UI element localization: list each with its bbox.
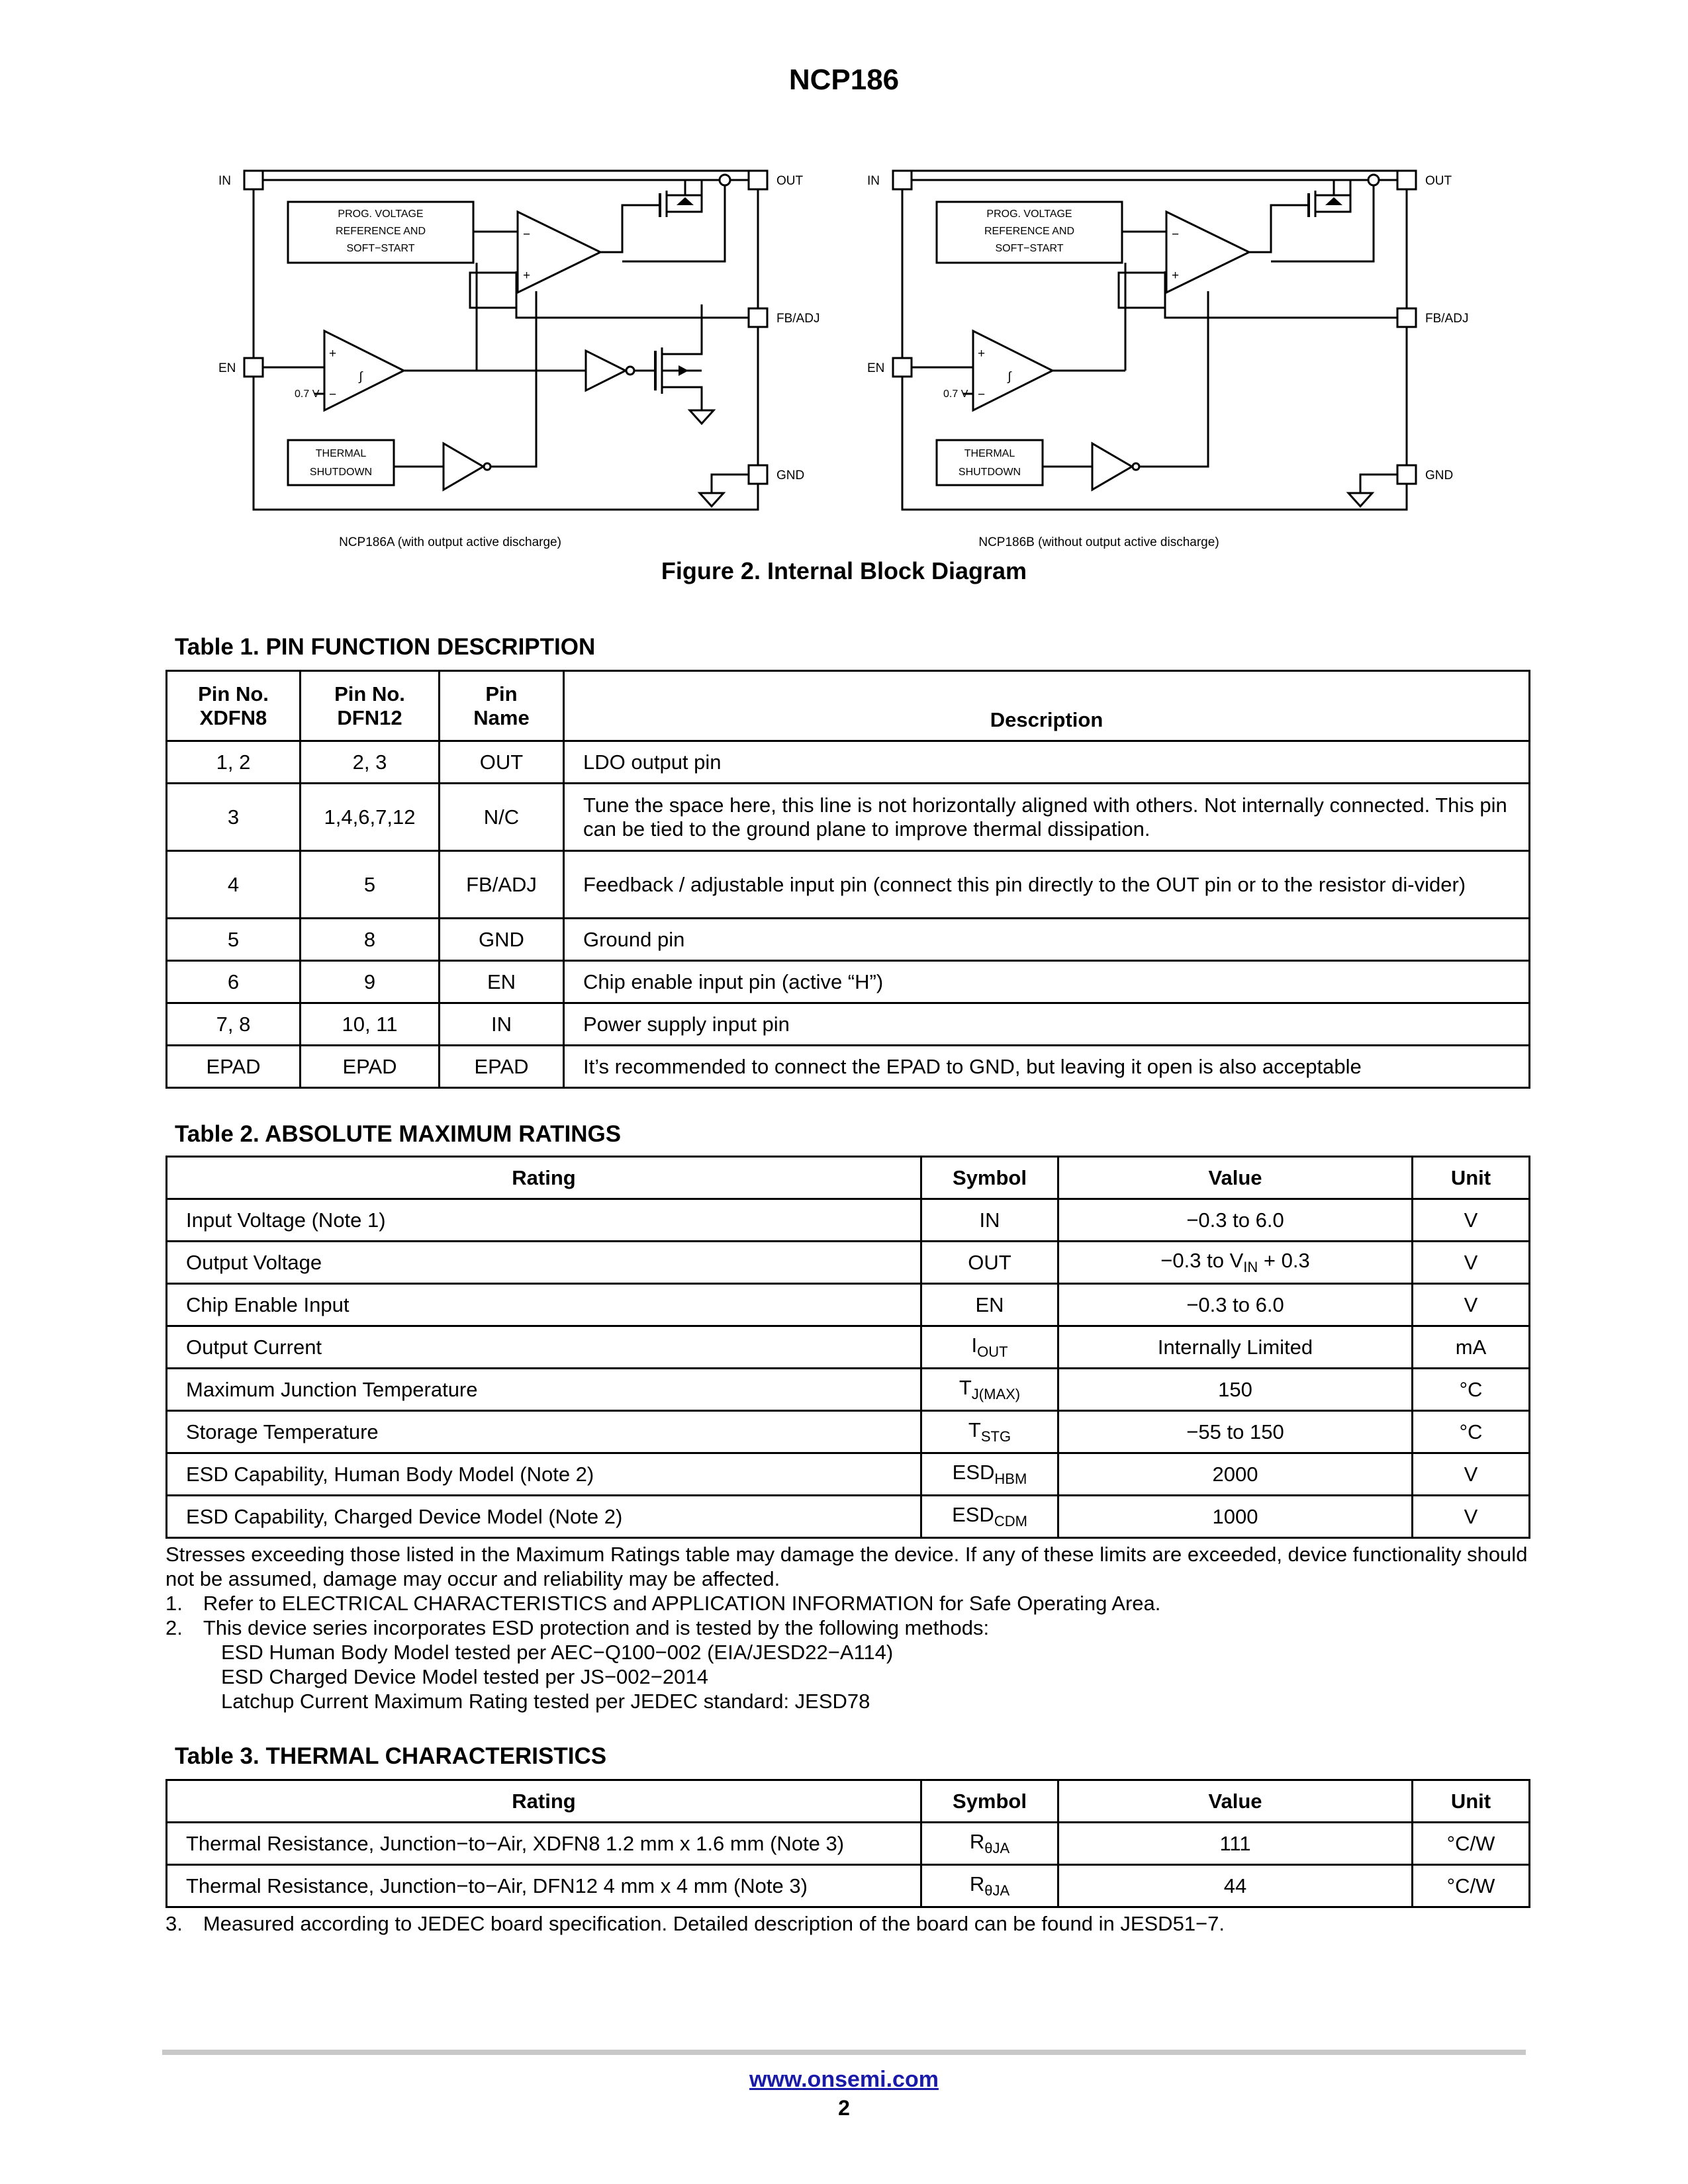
ground-wire [1360, 475, 1397, 493]
pin-en-label: EN [218, 361, 236, 375]
amp-plus-sign: + [1172, 269, 1180, 283]
table2-cell: V [1413, 1199, 1530, 1242]
thermal-shutdown-block [937, 440, 1043, 485]
comp-plus-sign: + [329, 347, 337, 361]
thermal-buffer [444, 443, 483, 490]
table1-cell: 9 [301, 961, 440, 1003]
block-diagram-ncp186b [867, 171, 1468, 549]
table3-cell: Thermal Resistance, Junction−to−Air, DFN12 4 mm x 4 mm (Note 3) [167, 1865, 921, 1907]
feedback-wire [516, 271, 749, 318]
amp-plus-sign: + [523, 269, 531, 283]
out-sense-wire [1271, 185, 1374, 261]
pin-gnd-square [1397, 465, 1416, 484]
pin-in-label: IN [218, 174, 231, 188]
thermal-inverter-bubble [1133, 463, 1139, 470]
block-diagram-ncp186a [218, 171, 820, 549]
diagram-caption: NCP186B (without output active discharge) [978, 535, 1219, 549]
pin-in-label: IN [867, 174, 880, 188]
table2-cell: $ESD_{CDM}$ [921, 1496, 1058, 1538]
table2-cell: IN [921, 1199, 1058, 1242]
internal-block-diagram [199, 132, 1496, 556]
table1-cell: FB/ADJ [440, 851, 564, 919]
note-paragraph: Stresses exceeding those listed in the Maximum Ratings table may damage the device. If any of these limits are exceeded, device functionality should not be assumed, damage may occur and reliability may be affected. [165, 1543, 1528, 1590]
figure-caption: Figure 2. Internal Block Diagram [661, 557, 1027, 584]
table1-cell: Chip enable input pin (active “H”) [564, 961, 1530, 1003]
thermal-inverter-bubble [484, 463, 491, 470]
discharge-transistor [662, 387, 702, 410]
pin-out-label: OUT [776, 174, 804, 188]
thermal-shutdown-label: SHUTDOWN [958, 467, 1021, 478]
hysteresis-symbol: ∫ [359, 370, 363, 384]
table2-row [167, 1496, 1530, 1538]
table2-row [167, 1326, 1530, 1369]
table1-cell: 3 [167, 784, 301, 851]
table1-row [167, 851, 1530, 919]
amp-minus-sign: − [523, 228, 531, 242]
voltage-reference-label: PROG. VOLTAGE [986, 208, 1072, 220]
thermal-shutdown-label: THERMAL [964, 448, 1015, 459]
table1-title: Table 1. PIN FUNCTION DESCRIPTION [175, 634, 596, 660]
reference-0.7v-label: 0.7 V [295, 388, 320, 400]
table2-cell: ESD Capability, Charged Device Model (Note 2) [167, 1496, 921, 1538]
table3-cell: 111 [1058, 1823, 1413, 1865]
table1-cell: OUT [440, 741, 564, 784]
pin-out-square [1397, 171, 1416, 189]
table1-cell: EN [440, 961, 564, 1003]
table2-cell: Output Voltage [167, 1242, 921, 1284]
table2-cell: EN [921, 1284, 1058, 1326]
pass-transistor-arrow [1325, 197, 1342, 205]
table2-cell: −0.3 to 6.0 [1058, 1284, 1413, 1326]
discharge-transistor [662, 318, 702, 354]
table1-cell: 4 [167, 851, 301, 919]
table3-cell: 44 [1058, 1865, 1413, 1907]
table3-title: Table 3. THERMAL CHARACTERISTICS [175, 1743, 607, 1769]
pin-in-square [893, 171, 912, 189]
table2-header: Symbol [921, 1157, 1058, 1199]
pin-fbadj-square [1397, 308, 1416, 327]
table1-cell: 2, 3 [301, 741, 440, 784]
table1-header: Pin No. XDFN8 [167, 671, 301, 741]
table2-cell: ESD Capability, Human Body Model (Note 2) [167, 1453, 921, 1496]
thermal-characteristics-table [165, 1779, 1530, 1908]
table2-header: Unit [1413, 1157, 1530, 1199]
note-1: 1. Refer to ELECTRICAL CHARACTERISTICS and APPLICATION INFORMATION for Safe Operating Area. [165, 1592, 1161, 1615]
table1-cell: Tune the space here, this line is not horizontally aligned with others. Not internally connected. This pin can be tied to the ground plane to improve thermal dissipation. [564, 784, 1530, 851]
diagram-caption: NCP186A (with output active discharge) [339, 535, 561, 549]
table1-cell: IN [440, 1003, 564, 1046]
table3-row [167, 1865, 1530, 1907]
gate-drive-wire [600, 205, 659, 252]
table2-cell: Storage Temperature [167, 1411, 921, 1453]
table2-cell: $I_{OUT}$ [921, 1326, 1058, 1369]
table2-cell: 150 [1058, 1369, 1413, 1411]
hysteresis-symbol: ∫ [1008, 370, 1011, 384]
pin-en-label: EN [867, 361, 885, 375]
table1-cell: 8 [301, 919, 440, 961]
table1-cell: 7, 8 [167, 1003, 301, 1046]
voltage-reference-label: SOFT−START [995, 243, 1064, 254]
thermal-shutdown-label: SHUTDOWN [309, 467, 373, 478]
pin-out-label: OUT [1425, 174, 1452, 188]
feedback-wire [1165, 271, 1397, 318]
pin-en-square [244, 358, 263, 377]
voltage-reference-label: REFERENCE AND [984, 226, 1075, 237]
amp-minus-sign: − [1172, 228, 1180, 242]
table2-cell: Output Current [167, 1326, 921, 1369]
footer-divider [162, 2050, 1526, 2055]
pin-gnd-label: GND [776, 469, 805, 482]
discharge-ground-symbol [690, 410, 714, 424]
table3-header: Rating [167, 1780, 921, 1823]
discharge-inverter [586, 351, 626, 390]
table2-cell: °C [1413, 1411, 1530, 1453]
table2-cell: Maximum Junction Temperature [167, 1369, 921, 1411]
table2-cell: $ESD_{HBM}$ [921, 1453, 1058, 1496]
table1-cell: 1,4,6,7,12 [301, 784, 440, 851]
table2-header: Rating [167, 1157, 921, 1199]
table2-cell: V [1413, 1284, 1530, 1326]
table1-cell: Feedback / adjustable input pin (connect this pin directly to the OUT pin or to the resistor di-vider) [564, 851, 1530, 919]
note-3: 3. Measured according to JEDEC board specification. Detailed description of the board can be found in JESD51−7. [165, 1912, 1225, 1935]
pin-fbadj-label: FB/ADJ [1425, 312, 1469, 326]
table2-cell: −0.3 to 6.0 [1058, 1199, 1413, 1242]
note-2: 2. This device series incorporates ESD protection and is tested by the following methods: [165, 1616, 990, 1639]
gate-drive-wire [1249, 205, 1307, 252]
table1-cell: 5 [301, 851, 440, 919]
table1-row [167, 1046, 1530, 1088]
table2-cell: Chip Enable Input [167, 1284, 921, 1326]
table2-cell: Input Voltage (Note 1) [167, 1199, 921, 1242]
table2-cell: V [1413, 1453, 1530, 1496]
comp-minus-sign: − [329, 388, 337, 402]
table2-notes [165, 1542, 1530, 1713]
ground-symbol [1348, 493, 1372, 506]
ground-symbol [700, 493, 724, 506]
table1-cell: EPAD [440, 1046, 564, 1088]
pin-gnd-label: GND [1425, 469, 1454, 482]
thermal-shutdown-block [288, 440, 394, 485]
note-2-item: Latchup Current Maximum Rating tested per JEDEC standard: JESD78 [221, 1690, 870, 1713]
table1-cell: 5 [167, 919, 301, 961]
discharge-transistor-arrow [679, 365, 688, 376]
table1-row [167, 741, 1530, 784]
table1-cell: 10, 11 [301, 1003, 440, 1046]
pin-fbadj-label: FB/ADJ [776, 312, 820, 326]
table1-cell: EPAD [301, 1046, 440, 1088]
table3-cell: $R_{\theta JA}$ [921, 1865, 1058, 1907]
table3-header: Symbol [921, 1780, 1058, 1823]
reference-0.7v-label: 0.7 V [943, 388, 968, 400]
voltage-reference-label: PROG. VOLTAGE [338, 208, 424, 220]
table3-cell: Thermal Resistance, Junction−to−Air, XDFN8 1.2 mm x 1.6 mm (Note 3) [167, 1823, 921, 1865]
out-node [1368, 175, 1379, 185]
table2-cell: −55 to 150 [1058, 1411, 1413, 1453]
pin-out-square [749, 171, 767, 189]
footer-url-link[interactable]: www.onsemi.com [749, 2067, 939, 2092]
discharge-inverter-bubble [626, 367, 634, 375]
table2-cell: −0.3 to $V_{IN} + 0.3$ [1058, 1242, 1413, 1284]
table2-cell: 1000 [1058, 1496, 1413, 1538]
absolute-max-ratings-table [165, 1156, 1530, 1539]
table2-row [167, 1453, 1530, 1496]
table2-cell: $T_{STG}$ [921, 1411, 1058, 1453]
out-sense-wire [622, 185, 725, 261]
pin-gnd-square [749, 465, 767, 484]
thermal-shutdown-label: THERMAL [315, 448, 367, 459]
table1-cell: GND [440, 919, 564, 961]
comp-plus-sign: + [978, 347, 986, 361]
table1-cell: Ground pin [564, 919, 1530, 961]
table3-cell: °C/W [1413, 1865, 1530, 1907]
table3-cell: $R_{\theta JA}$ [921, 1823, 1058, 1865]
table1-row [167, 919, 1530, 961]
table2-cell: $T_{J(MAX)}$ [921, 1369, 1058, 1411]
table2-header: Value [1058, 1157, 1413, 1199]
table1-cell: LDO output pin [564, 741, 1530, 784]
table2-cell: °C [1413, 1369, 1530, 1411]
table1-cell: EPAD [167, 1046, 301, 1088]
table1-cell: It’s recommended to connect the EPAD to GND, but leaving it open is also acceptable [564, 1046, 1530, 1088]
table2-row [167, 1369, 1530, 1411]
table1-row [167, 961, 1530, 1003]
table1-row [167, 1003, 1530, 1046]
table2-cell: mA [1413, 1326, 1530, 1369]
voltage-reference-label: SOFT−START [346, 243, 415, 254]
table2-cell: V [1413, 1496, 1530, 1538]
table1-header: Pin Name [440, 671, 564, 741]
table2-row [167, 1242, 1530, 1284]
table2-cell: Internally Limited [1058, 1326, 1413, 1369]
table1-header: Pin No. DFN12 [301, 671, 440, 741]
pin-function-table [165, 670, 1530, 1089]
table3-row [167, 1823, 1530, 1865]
comp-minus-sign: − [978, 388, 986, 402]
table1-cell: 1, 2 [167, 741, 301, 784]
table1-cell: 6 [167, 961, 301, 1003]
table2-title: Table 2. ABSOLUTE MAXIMUM RATINGS [175, 1121, 622, 1147]
out-node [720, 175, 730, 185]
ground-wire [712, 475, 749, 493]
pass-transistor-arrow [677, 197, 694, 205]
thermal-buffer [1092, 443, 1132, 490]
table2-row [167, 1284, 1530, 1326]
voltage-reference-label: REFERENCE AND [335, 226, 426, 237]
table1-row [167, 784, 1530, 851]
table2-cell: V [1413, 1242, 1530, 1284]
table2-row [167, 1411, 1530, 1453]
table2-row [167, 1199, 1530, 1242]
page-title: NCP186 [788, 64, 900, 96]
table3-cell: °C/W [1413, 1823, 1530, 1865]
note-2-item: ESD Charged Device Model tested per JS−002−2014 [221, 1665, 708, 1688]
pin-in-square [244, 171, 263, 189]
table3-header: Value [1058, 1780, 1413, 1823]
pin-en-square [893, 358, 912, 377]
pin-fbadj-square [749, 308, 767, 327]
table3-header: Unit [1413, 1780, 1530, 1823]
table2-cell: OUT [921, 1242, 1058, 1284]
note-2-item: ESD Human Body Model tested per AEC−Q100−002 (EIA/JESD22−A114) [221, 1641, 894, 1664]
page-number: 2 [838, 2096, 850, 2120]
table2-cell: 2000 [1058, 1453, 1413, 1496]
table1-cell: N/C [440, 784, 564, 851]
table1-header: Description [564, 671, 1530, 741]
table1-cell: Power supply input pin [564, 1003, 1530, 1046]
